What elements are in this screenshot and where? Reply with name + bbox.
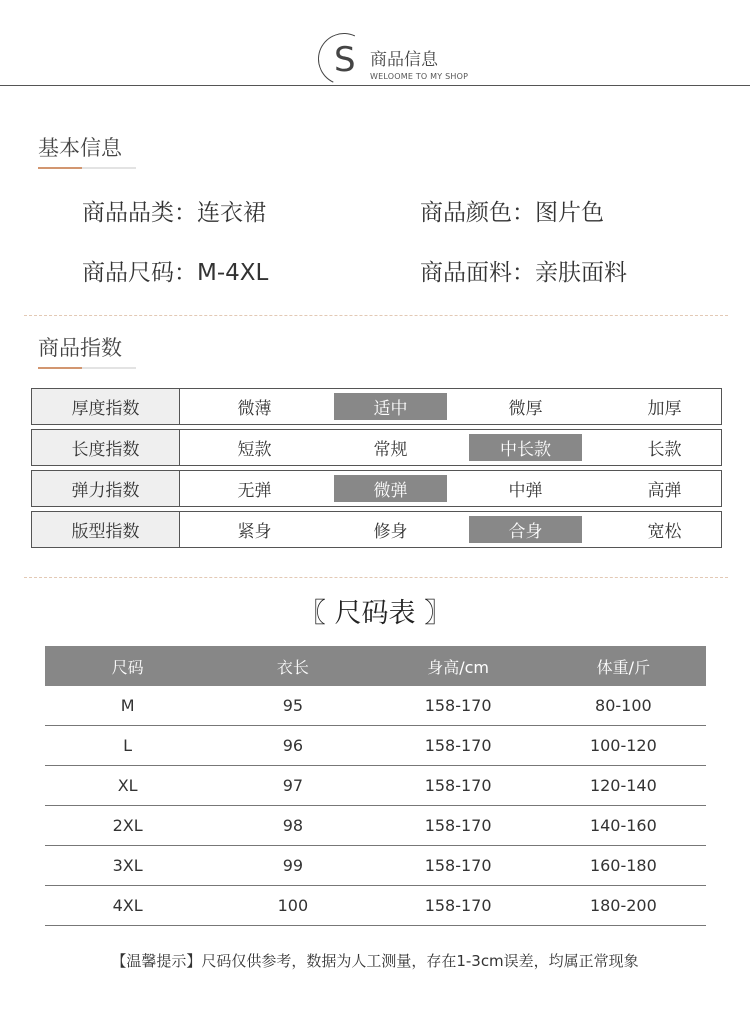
index-option: 中弹 xyxy=(508,481,543,501)
index-option-selected: 合身 xyxy=(469,516,582,543)
table-cell: XL xyxy=(117,776,138,795)
index-row-length xyxy=(31,429,722,466)
table-cell: 98 xyxy=(282,816,304,835)
table-row xyxy=(45,806,706,846)
table-cell: 158-170 xyxy=(424,816,492,835)
table-cell: 80-100 xyxy=(595,696,652,715)
index-option: 宽松 xyxy=(647,522,682,542)
basic-info-title: 基本信息 xyxy=(38,136,122,160)
index-option: 微薄 xyxy=(237,399,272,419)
index-option-selected: 适中 xyxy=(334,393,447,420)
info-fabric: 商品面料：亲肤面料 xyxy=(420,260,627,286)
index-option-selected: 中长款 xyxy=(469,434,582,461)
table-cell: 99 xyxy=(282,856,304,875)
table-cell: 97 xyxy=(282,776,304,795)
index-row-thickness xyxy=(31,388,722,425)
size-table-header xyxy=(45,646,706,686)
index-option: 修身 xyxy=(373,522,408,542)
index-option: 紧身 xyxy=(237,522,272,542)
table-row xyxy=(45,686,706,726)
column-header: 尺码 xyxy=(111,657,144,677)
index-label: 厚度指数 xyxy=(32,389,180,424)
column-header: 身高/cm xyxy=(427,657,490,677)
table-cell: 96 xyxy=(282,736,304,755)
table-row xyxy=(45,886,706,926)
table-row xyxy=(45,726,706,766)
table-cell: M xyxy=(120,696,135,715)
index-option: 高弹 xyxy=(647,481,682,501)
section-divider xyxy=(24,577,728,578)
table-cell: 4XL xyxy=(112,896,143,915)
table-row xyxy=(45,846,706,886)
table-cell: 2XL xyxy=(112,816,143,835)
table-cell: 158-170 xyxy=(424,856,492,875)
info-color: 商品颜色：图片色 xyxy=(420,200,604,226)
size-chart-title: 〖 尺码表 〗 xyxy=(298,598,452,629)
page-header xyxy=(0,0,750,90)
table-cell: 3XL xyxy=(112,856,143,875)
index-underline xyxy=(38,367,136,369)
table-cell: 120-140 xyxy=(589,776,657,795)
logo-letter: S xyxy=(334,40,356,80)
header-divider xyxy=(0,85,750,86)
basic-info-underline xyxy=(38,167,136,169)
index-title: 商品指数 xyxy=(38,336,122,360)
index-row-fit xyxy=(31,511,722,548)
column-header: 体重/斤 xyxy=(596,657,651,677)
header-subtitle: WELOOME TO MY SHOP xyxy=(370,72,469,81)
index-label: 版型指数 xyxy=(32,512,180,547)
index-option: 加厚 xyxy=(647,399,682,419)
table-row xyxy=(45,766,706,806)
table-cell: 180-200 xyxy=(589,896,657,915)
table-cell: 158-170 xyxy=(424,776,492,795)
table-cell: L xyxy=(123,736,133,755)
size-table xyxy=(45,646,706,926)
table-cell: 95 xyxy=(282,696,304,715)
info-category: 商品品类：连衣裙 xyxy=(82,200,266,226)
table-cell: 160-180 xyxy=(589,856,657,875)
section-divider xyxy=(24,315,728,316)
info-size: 商品尺码：M-4XL xyxy=(82,260,269,286)
index-option: 短款 xyxy=(237,440,272,460)
column-header: 衣长 xyxy=(276,657,309,677)
table-cell: 100 xyxy=(277,896,309,915)
header-title: 商品信息 xyxy=(370,50,438,70)
table-cell: 158-170 xyxy=(424,736,492,755)
table-cell: 140-160 xyxy=(589,816,657,835)
index-option: 无弹 xyxy=(237,481,272,501)
index-label: 长度指数 xyxy=(32,430,180,465)
index-option: 微厚 xyxy=(508,399,543,419)
table-cell: 158-170 xyxy=(424,696,492,715)
index-option: 长款 xyxy=(647,440,682,460)
index-option: 常规 xyxy=(373,440,408,460)
size-tip-note: 【温馨提示】尺码仅供参考，数据为人工测量，存在1-3cm误差，均属正常现象 xyxy=(111,952,639,970)
index-label: 弹力指数 xyxy=(32,471,180,506)
table-cell: 100-120 xyxy=(589,736,657,755)
index-option-selected: 微弹 xyxy=(334,475,447,502)
index-row-elasticity xyxy=(31,470,722,507)
table-cell: 158-170 xyxy=(424,896,492,915)
